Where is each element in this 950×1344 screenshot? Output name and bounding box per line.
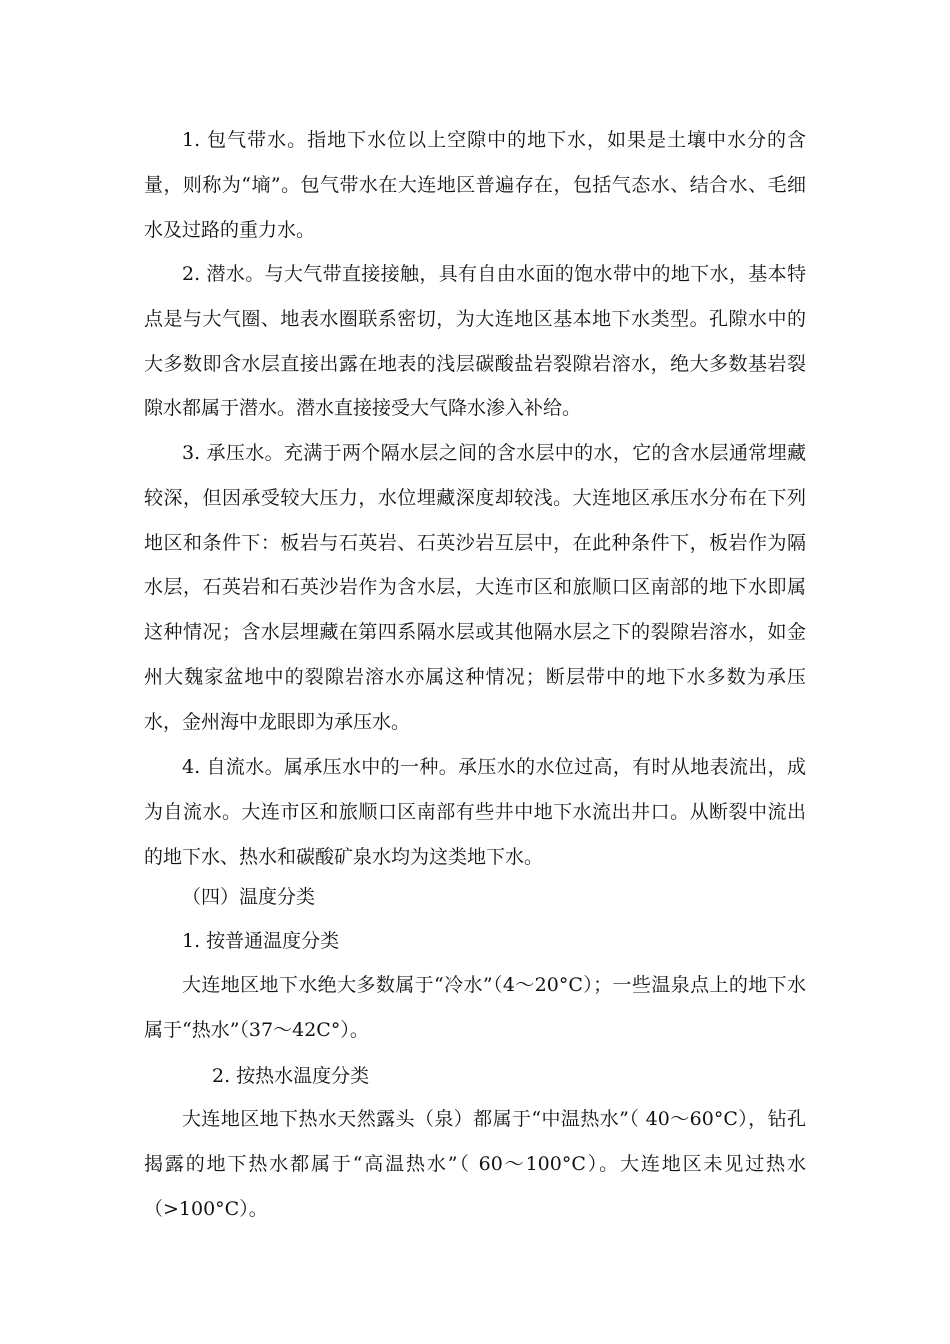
subheading-thermal-temperature: 2. 按热水温度分类: [212, 1065, 370, 1087]
subheading-normal-temperature: 1. 按普通温度分类: [182, 930, 340, 952]
section-heading-temperature: （四）温度分类: [182, 886, 316, 908]
paragraph-thermal-temperature: 大连地区地下热水天然露头（泉）都属于“中温热水”（ 40～60°C），钻孔揭露的地下热水都属于“高温热水”（ 60～100°C）。大连地区未见过热水（>100°C）。: [144, 1108, 806, 1220]
paragraph-artesian-water: 4. 自流水。属承压水中的一种。承压水的水位过高，有时从地表流出，成为自流水。大连市区和旅顺口区南部有些井中地下水流出井口。从断裂中流出的地下水、热水和碳酸矿泉水均为这类地下水。: [144, 756, 806, 868]
paragraph-confined-water: 3. 承压水。充满于两个隔水层之间的含水层中的水，它的含水层通常埋藏较深，但因承受较大压力，水位埋藏深度却较浅。大连地区承压水分布在下列地区和条件下：板岩与石英岩、石英沙岩互层中，在此种条件下，板岩作为隔水层，石英岩和石英沙岩作为含水层，大连市区和旅顺口区南部的地下水即属这种情况；含水层埋藏在第四系隔水层或其他隔水层之下的裂隙岩溶水，如金州大魏家盆地中的裂隙岩溶水亦属这种情况；断层带中的地下水多数为承压水，金州海中龙眼即为承压水。: [144, 442, 806, 733]
paragraph-phreatic-water: 2. 潜水。与大气带直接接触，具有自由水面的饱水带中的地下水，基本特点是与大气圈、地表水圈联系密切，为大连地区基本地下水类型。孔隙水中的大多数即含水层直接出露在地表的浅层碳酸盐岩裂隙岩溶水，绝大多数基岩裂隙水都属于潜水。潜水直接接受大气降水渗入补给。: [144, 263, 806, 420]
paragraph-vadose-water: 1. 包气带水。指地下水位以上空隙中的地下水，如果是土壤中水分的含量，则称为“墒”。包气带水在大连地区普遍存在，包括气态水、结合水、毛细水及过路的重力水。: [144, 129, 806, 241]
paragraph-normal-temperature: 大连地区地下水绝大多数属于“冷水”（4～20°C）；一些温泉点上的地下水属于“热水”（37～42C°）。: [144, 974, 806, 1041]
